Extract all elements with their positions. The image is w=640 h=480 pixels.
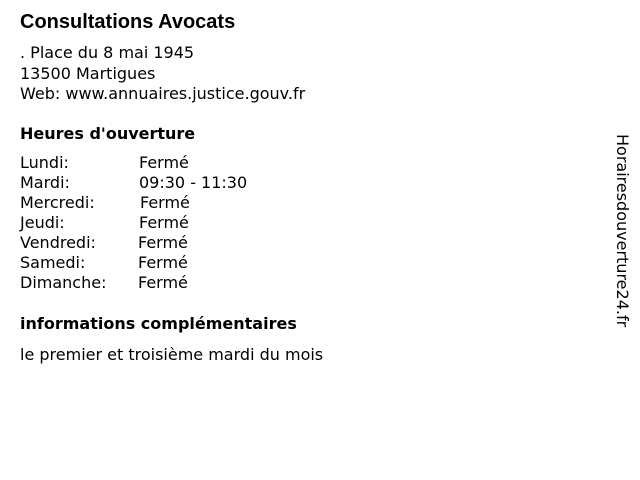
hours-day: Mardi: (20, 173, 70, 192)
hours-day: Vendredi: (20, 233, 96, 252)
hours-day: Samedi: (20, 253, 86, 272)
hours-day: Jeudi: (20, 213, 65, 232)
address-block (20, 43, 305, 105)
hours-heading: Heures d'ouverture (20, 124, 196, 143)
address-street: . Place du 8 mai 1945 (20, 43, 195, 62)
info-heading: informations complémentaires (20, 314, 297, 333)
page-title: Consultations Avocats (20, 11, 236, 33)
hours-time: Fermé (138, 233, 188, 252)
address-web: Web: www.annuaires.justice.gouv.fr (20, 84, 306, 103)
hours-day: Mercredi: (20, 193, 95, 212)
hours-time: Fermé (140, 193, 190, 212)
info-text: le premier et troisième mardi du mois (20, 345, 324, 364)
hours-day: Dimanche: (20, 273, 107, 292)
hours-time: 09:30 - 11:30 (139, 173, 248, 192)
hours-time: Fermé (139, 153, 189, 172)
hours-day: Lundi: (20, 153, 69, 172)
hours-time: Fermé (139, 213, 189, 232)
address-city: 13500 Martigues (20, 63, 156, 83)
watermark-text: Horairesdouverture24.fr (613, 134, 632, 328)
hours-time: Fermé (138, 273, 188, 292)
hours-time: Fermé (138, 253, 188, 272)
